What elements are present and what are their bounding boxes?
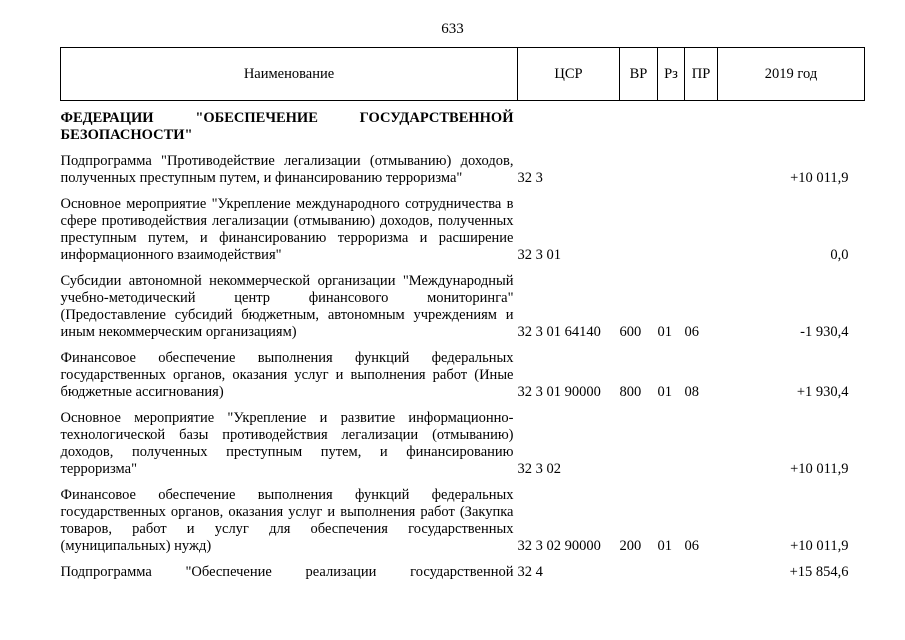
row-amount: -1 930,4 <box>800 324 849 340</box>
table-row <box>61 264 865 341</box>
row-pr <box>685 187 718 264</box>
row-amount: +10 011,9 <box>790 170 849 186</box>
row-csr: 32 3 02 <box>517 461 561 477</box>
row-rz: 01 <box>657 384 672 400</box>
row-pr: 06 <box>684 324 699 340</box>
row-pr <box>685 144 718 187</box>
row-vr: 800 <box>619 384 642 400</box>
row-vr <box>620 401 658 478</box>
row-name: Подпрограмма "Противодействие легализации (отмыванию) доходов, полученных преступным путем, и финансированию терроризма" <box>60 153 514 186</box>
budget-table <box>60 47 865 581</box>
row-name: Финансовое обеспечение выполнения функций федеральных государственных органов, оказания услуг и выполнения работ (Закупка товаров, работ и услуг для обеспечения государственных (муниципальных) нужд) <box>60 487 514 554</box>
table-row <box>61 101 865 145</box>
row-csr: 32 4 <box>517 564 543 580</box>
row-rz <box>658 187 685 264</box>
row-rz <box>658 144 685 187</box>
header-rz: Рз <box>658 48 685 101</box>
row-name: Подпрограмма "Обеспечение реализации государственной <box>60 564 514 580</box>
table-row <box>61 401 865 478</box>
row-vr <box>620 144 658 187</box>
header-csr: ЦСР <box>518 48 620 101</box>
row-csr: 32 3 <box>517 170 543 186</box>
table-row <box>61 478 865 555</box>
row-vr <box>620 555 658 581</box>
row-rz: 01 <box>657 538 672 554</box>
table-row <box>61 144 865 187</box>
row-name: Финансовое обеспечение выполнения функций федеральных государственных органов, оказания услуг и выполнения работ (Иные бюджетные ассигнования) <box>60 350 514 400</box>
row-rz: 01 <box>657 324 672 340</box>
header-pr: ПР <box>685 48 718 101</box>
page-number: 633 <box>441 21 464 37</box>
row-amount <box>718 101 865 145</box>
table-row <box>61 341 865 401</box>
row-pr <box>685 401 718 478</box>
row-name: ФЕДЕРАЦИИ "ОБЕСПЕЧЕНИЕ ГОСУДАРСТВЕННОЙ БЕЗОПАСНОСТИ" <box>60 110 514 143</box>
row-name: Основное мероприятие "Укрепление и развитие информационно-технологической базы противодействия легализации (отмыванию) доходов, полученных преступным путем, и финансированию терроризма" <box>60 410 514 477</box>
row-vr: 200 <box>619 538 642 554</box>
table-row <box>61 555 865 581</box>
row-csr: 32 3 01 64140 <box>517 324 601 340</box>
table-row <box>61 187 865 264</box>
row-amount: +1 930,4 <box>796 384 849 400</box>
row-csr <box>518 101 620 145</box>
row-rz <box>658 401 685 478</box>
header-name: Наименование <box>61 48 518 101</box>
row-amount: +10 011,9 <box>790 461 849 477</box>
row-csr: 32 3 02 90000 <box>517 538 601 554</box>
table-header <box>61 48 865 101</box>
row-amount: +10 011,9 <box>790 538 849 554</box>
header-vr: ВР <box>620 48 658 101</box>
row-vr: 600 <box>619 324 642 340</box>
row-csr: 32 3 01 <box>517 247 561 263</box>
row-vr <box>620 187 658 264</box>
row-pr <box>685 555 718 581</box>
row-amount: 0,0 <box>830 247 849 263</box>
row-pr <box>685 101 718 145</box>
row-pr: 06 <box>684 538 699 554</box>
header-year: 2019 год <box>718 48 865 101</box>
row-vr <box>620 101 658 145</box>
row-name: Основное мероприятие "Укрепление международного сотрудничества в сфере противодействия легализации (отмыванию) доходов, полученных преступным путем, и финансированию терроризма и расширение информационного взаимодействия" <box>60 196 514 263</box>
row-pr: 08 <box>684 384 699 400</box>
row-rz <box>658 555 685 581</box>
row-name: Субсидии автономной некоммерческой организации "Международный учебно-методический центр финансового мониторинга" (Предоставление субсидий бюджетным, автономным учреждениям и иным некоммерческим организациям) <box>60 273 514 340</box>
row-amount: +15 854,6 <box>789 564 849 580</box>
row-rz <box>658 101 685 145</box>
row-csr: 32 3 01 90000 <box>517 384 601 400</box>
